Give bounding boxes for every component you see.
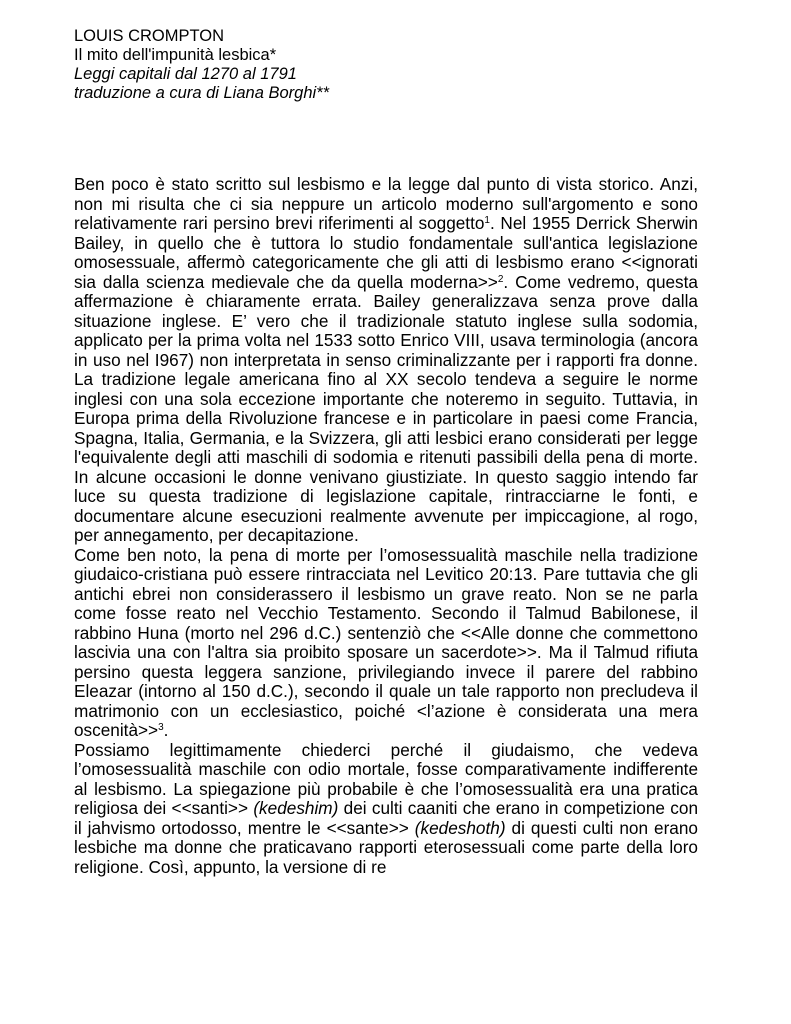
text-run: . Come vedremo, questa affermazione è chiaramente errata. Bailey generalizzava senza prove dalla situazione inglese. E’ vero che il tradizionale statuto inglese sulla sodomia, applicato per la prima volta nel 1533 sotto Enrico VIII, usava terminologia (ancora in uso nel I967) non interpretata in senso criminalizzante per i rapporti fra donne. La tradizione legale americana fino al XX secolo tendeva a seguire le norme inglesi con una sola eccezione importante che noteremo in seguito. Tuttavia, in Europa prima della Rivoluzione francese e in particolare in paesi come Francia, Spagna, Italia, Germania, e la Svizzera, gli atti lesbici erano considerati per legge l'equivalente degli atti maschili di sodomia e ritenuti passibili della pena di morte. In alcune occasioni le donne venivano giustiziate. In questo saggio intendo far luce su questa tradizione di legislazione capitale, rintracciarne le fonti, e documentare alcune esecuzioni realmente avvenute per impiccagione, al rogo, per annegamento, per decapitazione. [74, 271, 698, 545]
body-text [74, 175, 698, 877]
footnote-ref: 1 [484, 215, 490, 226]
text-run: Ben poco è stato scritto sul lesbismo e la legge dal punto di vista storico. Anzi, non mi risulta che ci sia neppure un articolo moderno sull'argomento e sono relativamente rari persino brevi riferimenti al soggetto [74, 174, 698, 233]
text-run: Come ben noto, la pena di morte per l’omosessualità maschile nella tradizione giudaico-cristiana può essere rintracciata nel Levitico 20:13. Pare tuttavia che gli antichi ebrei non considerassero il lesbismo un grave reato. Non se ne parla come fosse reato nel Vecchio Testamento. Secondo il Talmud Babilonese, il rabbino Huna (morto nel 296 d.C.) sentenziò che <<Alle donne che commettono lascivia una con l'altra sia proibito sposare un sacerdote>>. Ma il Talmud rifiuta persino questa leggera sanzione, privilegiando invece il parere del rabbino Eleazar (intorno al 150 d.C.), secondo il quale un tale rapporto non precludeva il matrimonio con un ecclesiastico, poiché <l’azione è considerata una mera oscenità>> [74, 544, 698, 740]
translation-credit: traduzione a cura di Liana Borghi** [74, 84, 330, 102]
document-header [74, 27, 714, 103]
document-subtitle: Leggi capitali dal 1270 al 1791 [74, 65, 297, 83]
author-name: LOUIS CROMPTON [74, 27, 225, 45]
text-run: . Nel 1955 Derrick Sherwin Bailey, in quello che è tuttora lo studio fondamentale sull'antica legislazione omosessuale, affermò categoricamente che gli atti di lesbismo erano <<ignorati sia dalla scienza medievale che da quella moderna>> [74, 213, 698, 292]
footnote-ref: 3 [158, 722, 164, 733]
paragraph [74, 175, 698, 546]
text-run: . [163, 720, 169, 740]
text-run: dei culti caaniti che erano in competizione con il jahvismo ortodosso, mentre le <<sante>> [74, 798, 698, 838]
paragraph [74, 741, 698, 878]
italic-term: (kedeshim) [253, 798, 339, 818]
italic-term: (kedeshoth) [414, 817, 506, 838]
document-title: Il mito dell'impunità lesbica* [74, 46, 277, 64]
paragraph [74, 546, 698, 741]
text-run: di questi culti non erano lesbiche ma donne che praticavano rapporti eterosessuali come parte della loro religione. Così, appunto, la versione di re [74, 817, 698, 877]
text-run: Possiamo legittimamente chiederci perché il giudaismo, che vedeva l’omosessualità maschile con odio mortale, fosse comparativamente indifferente al lesbismo. La spiegazione più probabile è che l’omosessualità era una pratica religiosa dei <<santi>> [74, 739, 698, 818]
footnote-ref: 2 [497, 273, 504, 285]
